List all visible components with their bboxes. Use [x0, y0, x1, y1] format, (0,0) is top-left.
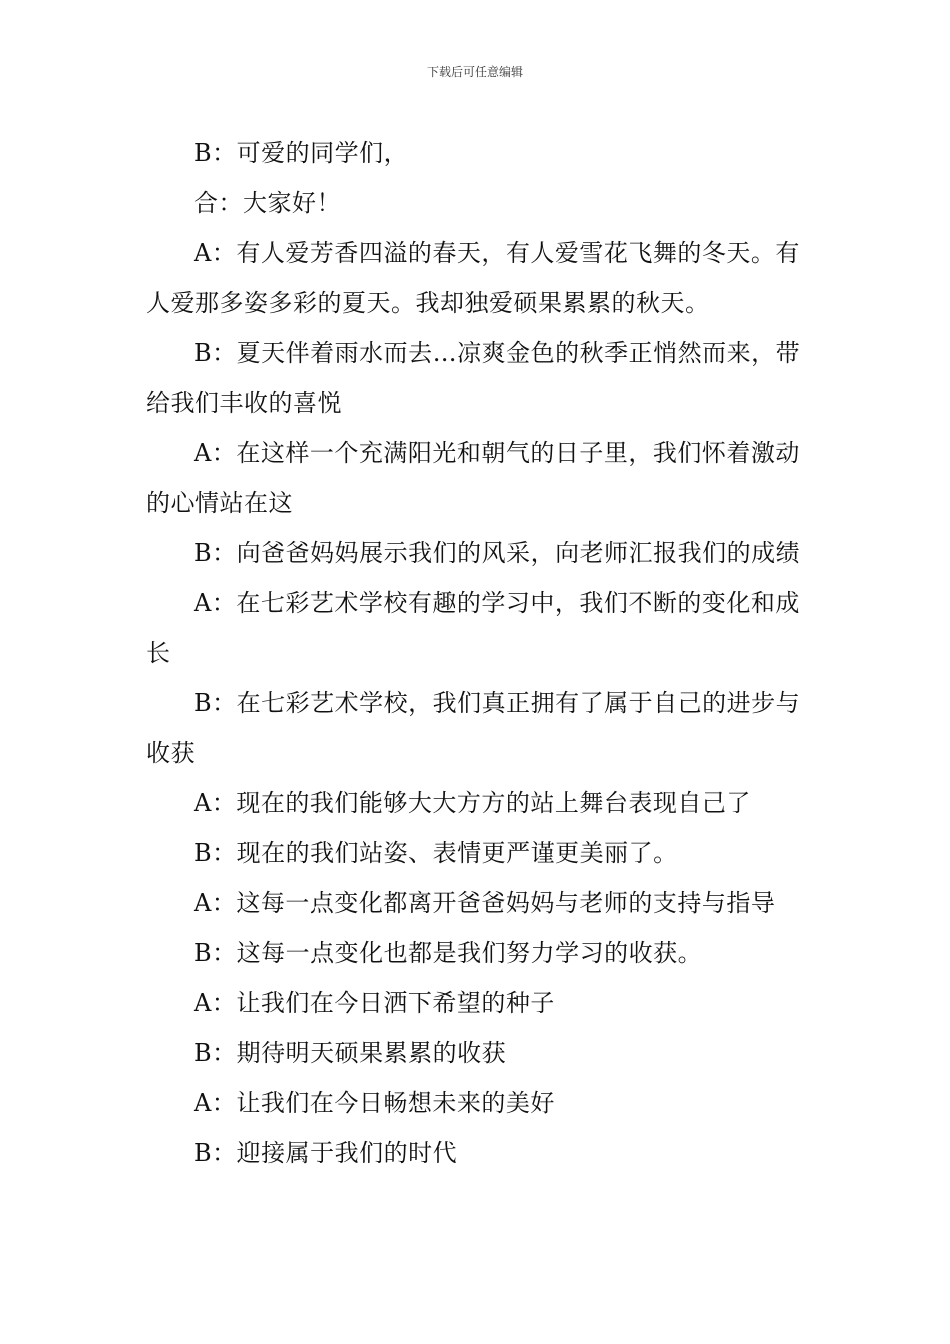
document-body [146, 128, 810, 1178]
paragraph-16: B：迎接属于我们的时代 [194, 1139, 458, 1167]
paragraph-5: A：在这样一个充满阳光和朝气的日子里，我们怀着激动的心情站在这 [146, 439, 800, 517]
paragraph-9: A：现在的我们能够大大方方的站上舞台表现自己了 [194, 789, 751, 817]
paragraph-12: B：这每一点变化也都是我们努力学习的收获。 [194, 939, 703, 967]
paragraph-11: A：这每一点变化都离开爸爸妈妈与老师的支持与指导 [194, 889, 776, 917]
paragraph-1: B：可爱的同学们， [194, 139, 409, 167]
paragraph-7: A：在七彩艺术学校有趣的学习中，我们不断的变化和成长 [146, 589, 800, 667]
paragraph-13: A：让我们在今日洒下希望的种子 [194, 989, 555, 1017]
paragraph-2: 合：大家好！ [194, 189, 341, 217]
paragraph-8: B：在七彩艺术学校，我们真正拥有了属于自己的进步与收获 [146, 689, 801, 767]
paragraph-4: B：夏天伴着雨水而去…凉爽金色的秋季正悄然而来，带给我们丰收的喜悦 [146, 339, 801, 417]
paragraph-3: A：有人爱芳香四溢的春天，有人爱雪花飞舞的冬天。有人爱那多姿多彩的夏天。我却独爱硕果累累的秋天。 [146, 239, 800, 317]
page-header: 下载后可任意编辑 [426, 65, 523, 79]
paragraph-6: B：向爸爸妈妈展示我们的风采，向老师汇报我们的成绩 [194, 539, 801, 567]
paragraph-15: A：让我们在今日畅想未来的美好 [194, 1089, 555, 1117]
paragraph-10: B：现在的我们站姿、表情更严谨更美丽了。 [194, 839, 678, 867]
paragraph-14: B：期待明天硕果累累的收获 [194, 1039, 507, 1067]
